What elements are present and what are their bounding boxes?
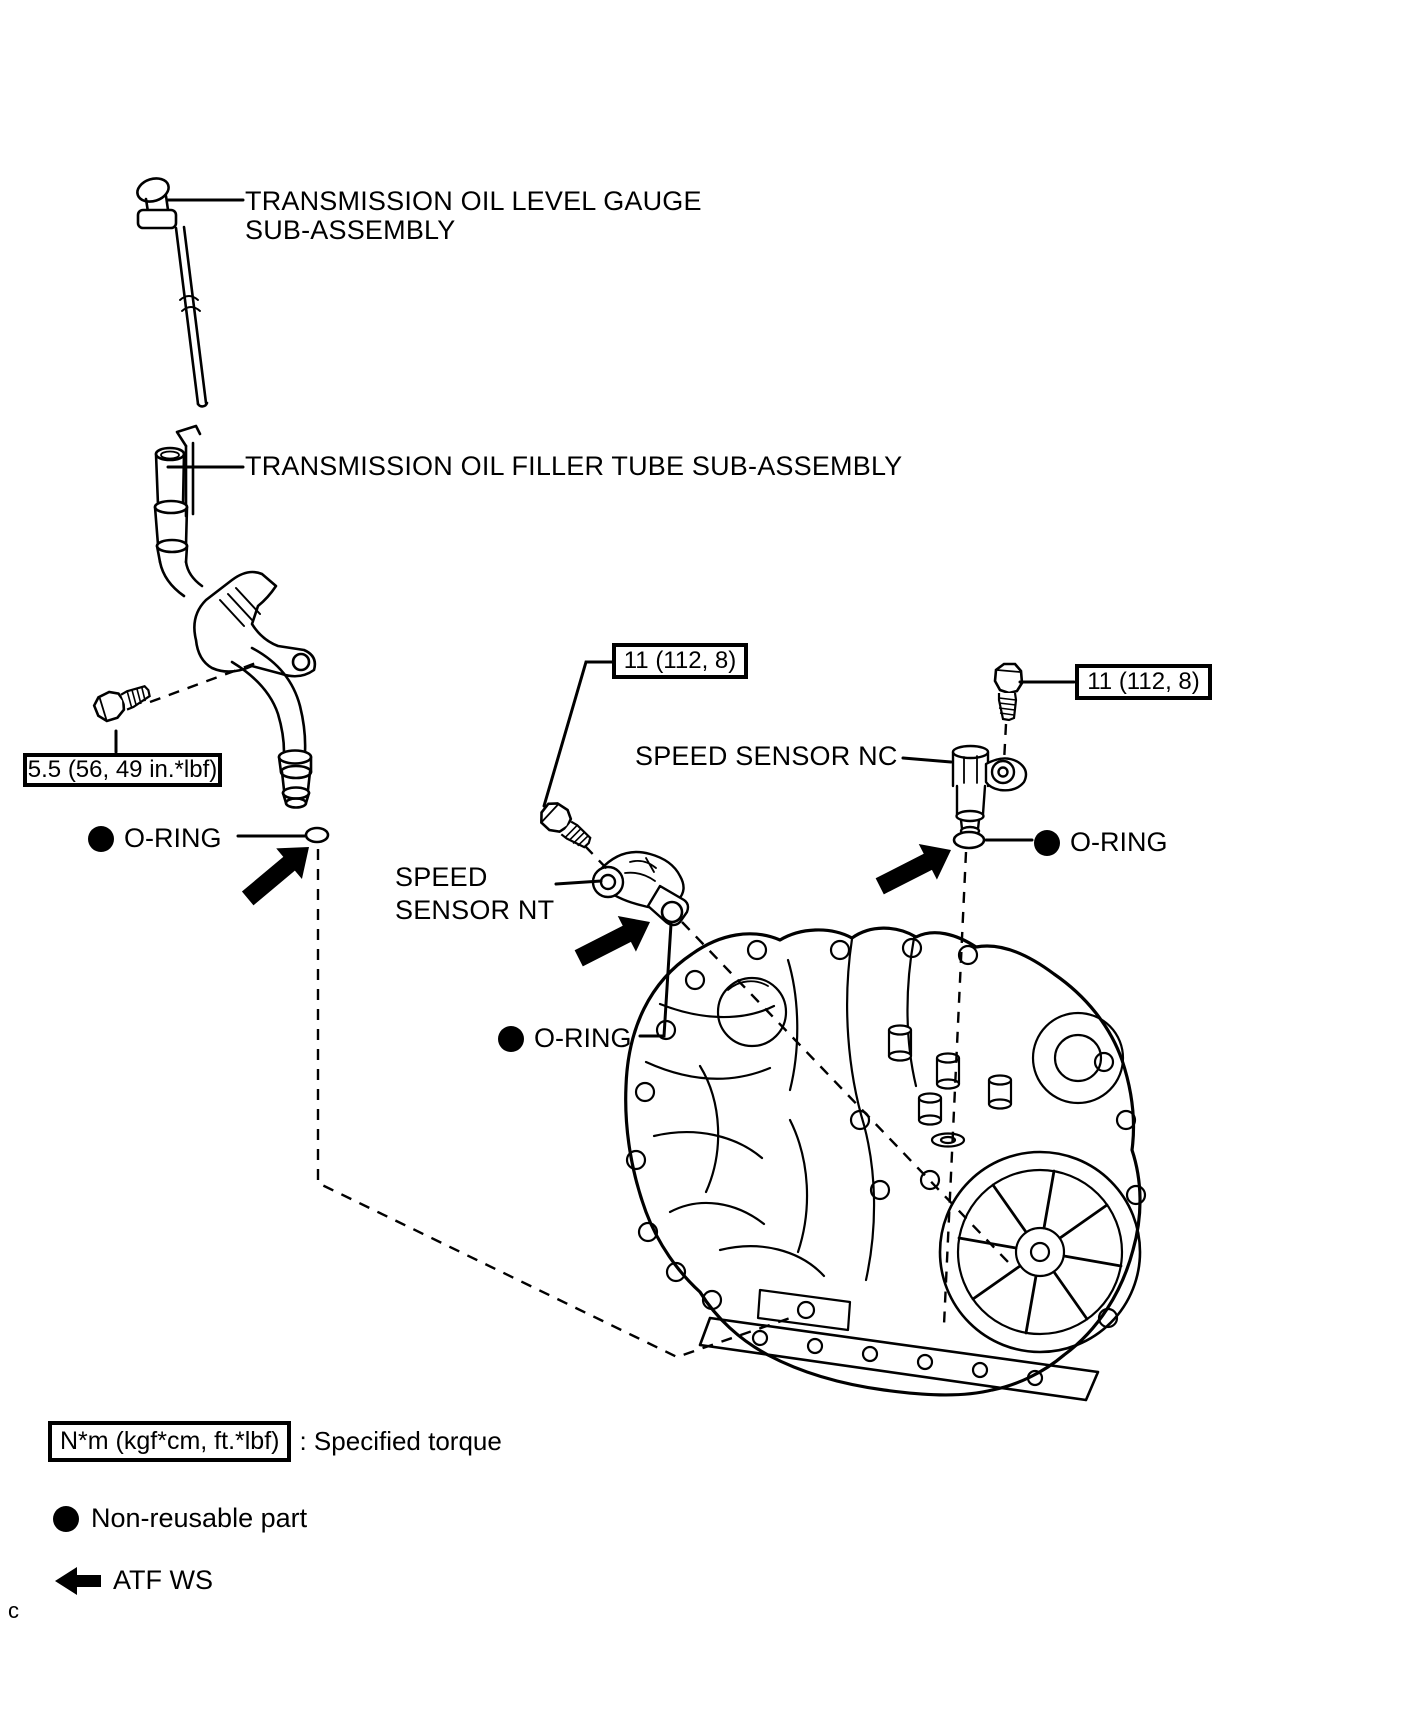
- o-ring-middle-drawing: [662, 902, 682, 922]
- filler-tube-bolt-drawing: [92, 678, 154, 724]
- torque-spec-filler-tube-value: 5.5 (56, 49 in.*lbf): [27, 756, 218, 783]
- o-ring-left-drawing: [306, 828, 328, 842]
- o-ring-label-right: [1034, 827, 1168, 858]
- atf-ws-left-arrow-icon: [55, 1567, 101, 1595]
- leader-oring-middle: [640, 924, 671, 1036]
- dashed-line-nc-bolt: [1004, 724, 1006, 762]
- transmission-drawing: [626, 928, 1145, 1400]
- speed-sensor-nc-bolt-drawing: [995, 664, 1022, 720]
- part-label-speed-sensor-nc: SPEED SENSOR NC: [635, 741, 898, 771]
- torque-spec-sensor-nc-value: 11 (112, 8): [1087, 668, 1200, 695]
- legend-non-reusable-row: [53, 1503, 307, 1534]
- atf-ws-arrow-icon: [871, 832, 960, 904]
- leader-torque-nt: [544, 662, 612, 806]
- oil-level-gauge-drawing: [134, 175, 207, 407]
- part-label-oil-level-gauge: [245, 187, 702, 245]
- torque-spec-sensor-nt-value: 11 (112, 8): [623, 647, 737, 674]
- o-ring-label-middle: [498, 1023, 632, 1054]
- torque-spec-filler-tube: [23, 753, 222, 787]
- leader-lines: [116, 200, 1074, 1036]
- part-label-speed-sensor-nt-line1: SPEED: [395, 862, 488, 892]
- non-reusable-dot-icon: [1034, 830, 1060, 856]
- o-ring-label-left: [88, 823, 222, 854]
- part-label-oil-level-gauge-line1: TRANSMISSION OIL LEVEL GAUGE: [245, 186, 702, 216]
- speed-sensor-nc-drawing: [953, 746, 1026, 835]
- legend-torque-unit-box: N*m (kgf*cm, ft.*lbf): [48, 1421, 291, 1462]
- legend-atf-text: ATF WS: [113, 1565, 213, 1595]
- legend-non-reusable-text: Non-reusable part: [91, 1503, 308, 1533]
- part-label-oil-filler-tube: TRANSMISSION OIL FILLER TUBE SUB-ASSEMBLY: [245, 451, 903, 481]
- torque-spec-sensor-nt: [612, 643, 748, 679]
- non-reusable-dot-icon: [88, 826, 114, 852]
- o-ring-label-middle-text: O-RING: [534, 1023, 632, 1053]
- non-reusable-dot-icon: [53, 1506, 79, 1532]
- atf-ws-arrow-icon: [570, 904, 659, 976]
- o-ring-label-right-text: O-RING: [1070, 827, 1168, 857]
- leader-sensor-nc: [903, 758, 951, 762]
- non-reusable-dot-icon: [498, 1026, 524, 1052]
- page-marker: c: [8, 1598, 19, 1623]
- part-label-oil-level-gauge-line2: SUB-ASSEMBLY: [245, 215, 456, 245]
- legend-torque-description: : Specified torque: [299, 1426, 502, 1456]
- o-ring-label-left-text: O-RING: [124, 823, 222, 853]
- oil-filler-tube-drawing: [155, 426, 315, 808]
- legend-atf-row: [55, 1565, 213, 1596]
- part-label-speed-sensor-nt: [395, 861, 554, 927]
- torque-spec-sensor-nc: [1075, 664, 1212, 700]
- part-label-speed-sensor-nt-line2: SENSOR NT: [395, 895, 555, 925]
- legend-torque-row: [48, 1421, 502, 1462]
- dashed-line-middle-oring: [682, 922, 1008, 1262]
- atf-ws-arrows: [235, 832, 960, 976]
- atf-ws-arrow-icon: [235, 832, 322, 914]
- o-ring-right-drawing: [954, 832, 984, 848]
